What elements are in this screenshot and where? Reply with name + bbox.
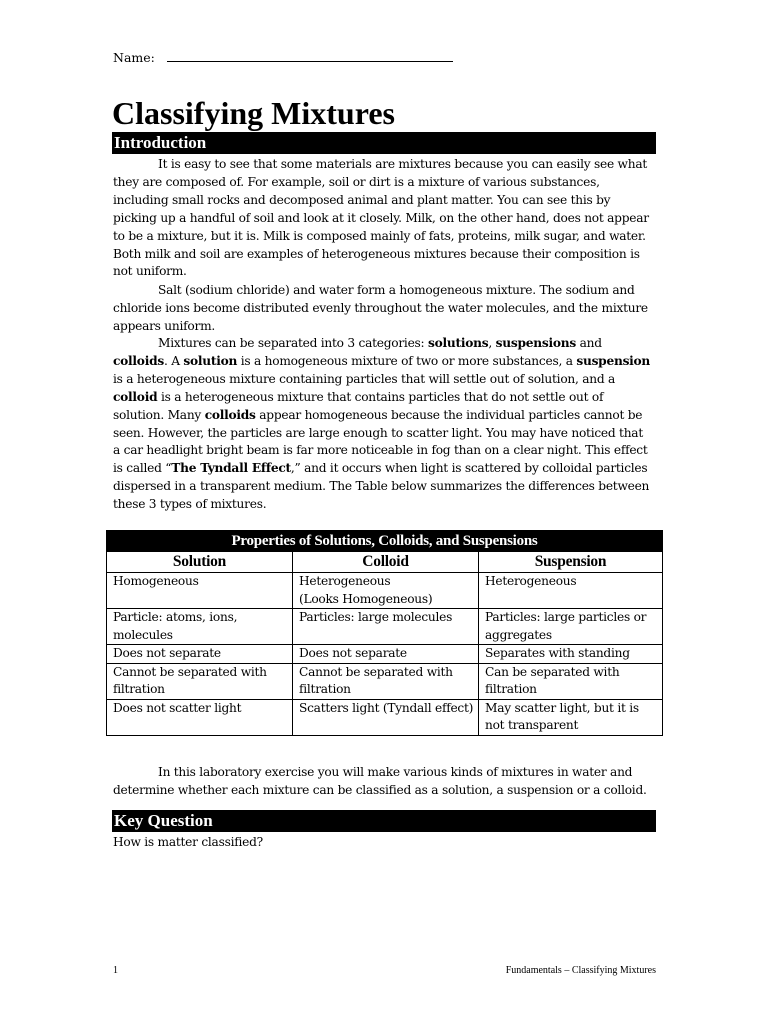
table-cell-colloid: Heterogeneous (Looks Homogeneous) [293, 573, 479, 609]
text-run: appear homogeneous because the individual particles cannot be seen. However, the particles are large enough to scatter light. You may have noticed that a car headlight bright beam is far more noticeable in fog than on a clear night. This effect is called “ [113, 407, 648, 476]
table-cell-solution: Particle: atoms, ions, molecules [107, 609, 293, 645]
table-cell-solution: Does not scatter light [107, 699, 293, 735]
introduction-heading: Introduction [112, 132, 656, 154]
text-run: , [488, 336, 496, 350]
column-header-suspension: Suspension [479, 552, 663, 573]
text-run: is a heterogeneous mixture that contains particles that do not settle out of solution. Many [113, 389, 604, 422]
table-cell-solution: Homogeneous [107, 573, 293, 609]
name-line [113, 49, 453, 65]
text-run: . A [163, 353, 184, 368]
bold-term: solution [183, 353, 238, 368]
page-title: Classifying Mixtures [112, 95, 395, 131]
table-cell-solution: Does not separate [107, 645, 293, 664]
text-run: is a heterogeneous mixture containing particles that will settle out of solution, and a [113, 371, 616, 386]
bold-term: colloids [113, 353, 164, 368]
table-row [107, 645, 663, 664]
text-run: ,” and it occurs when light is scattered by colloidal particles dispersed in a transparent medium. The Table below summarizes the differences between these 3 types of mixtures. [113, 461, 650, 512]
table-row [107, 663, 663, 699]
name-label: Name: [113, 50, 155, 65]
table-cell-colloid: Scatters light (Tyndall effect) [293, 699, 479, 735]
name-blank [167, 49, 453, 62]
running-title: Fundamentals – Classifying Mixtures [505, 965, 656, 976]
key-question-text: How is matter classified? [113, 835, 263, 849]
table-cell-suspension: Heterogeneous [479, 573, 663, 609]
bold-term: suspensions [495, 336, 576, 350]
table-row [107, 573, 663, 609]
table-cell-suspension: May scatter light, but it is not transparent [479, 699, 663, 735]
bold-term: colloid [113, 389, 158, 404]
key-question-heading: Key Question [112, 810, 656, 832]
text-run: Mixtures can be separated into 3 categories: [158, 336, 429, 350]
bold-term: solutions [428, 336, 489, 350]
column-header-solution: Solution [107, 552, 293, 573]
table-cell-colloid: Does not separate [293, 645, 479, 664]
intro-paragraph-3 [113, 335, 651, 514]
intro-paragraph-2 [113, 282, 651, 336]
lab-paragraph [113, 764, 651, 800]
page-number: 1 [113, 965, 118, 976]
table-cell-suspension: Particles: large particles or aggregates [479, 609, 663, 645]
table-cell-suspension: Can be separated with filtration [479, 663, 663, 699]
text-run: is a homogeneous mixture of two or more substances, a [237, 353, 577, 368]
table-cell-solution: Cannot be separated with filtration [107, 663, 293, 699]
properties-table [106, 530, 663, 736]
table-cell-colloid: Cannot be separated with filtration [293, 663, 479, 699]
table-row [107, 609, 663, 645]
column-header-colloid: Colloid [293, 552, 479, 573]
table-cell-suspension: Separates with standing [479, 645, 663, 664]
table-cell-colloid: Particles: large molecules [293, 609, 479, 645]
intro-paragraph-1-text: It is easy to see that some materials are mixtures because you can easily see what they are composed of. For example, soil or dirt is a mixture of various substances, including small rocks and decomposed animal and plant matter. You can see this by picking up a handful of soil and look at it closely. Milk, on the other hand, does not appear to be a mixture, but it is. Milk is composed mainly of fats, proteins, milk sugar, and water. Both milk and soil are examples of heterogeneous mixtures because their composition is not uniform. [113, 157, 649, 279]
bold-term: suspension [576, 353, 651, 368]
bold-term: colloids [204, 407, 256, 422]
intro-paragraph-1 [113, 156, 651, 281]
intro-paragraph-2-text: Salt (sodium chloride) and water form a homogeneous mixture. The sodium and chloride ions become distributed evenly throughout the water molecules, and the mixture appears uniform. [113, 283, 648, 333]
bold-term: The Tyndall Effect [171, 461, 291, 476]
table-row [107, 699, 663, 735]
text-run: and [575, 336, 602, 350]
table-caption: Properties of Solutions, Colloids, and Suspensions [107, 531, 663, 552]
lab-paragraph-text: In this laboratory exercise you will make various kinds of mixtures in water and determine whether each mixture can be classified as a solution, a suspension or a colloid. [113, 765, 647, 797]
